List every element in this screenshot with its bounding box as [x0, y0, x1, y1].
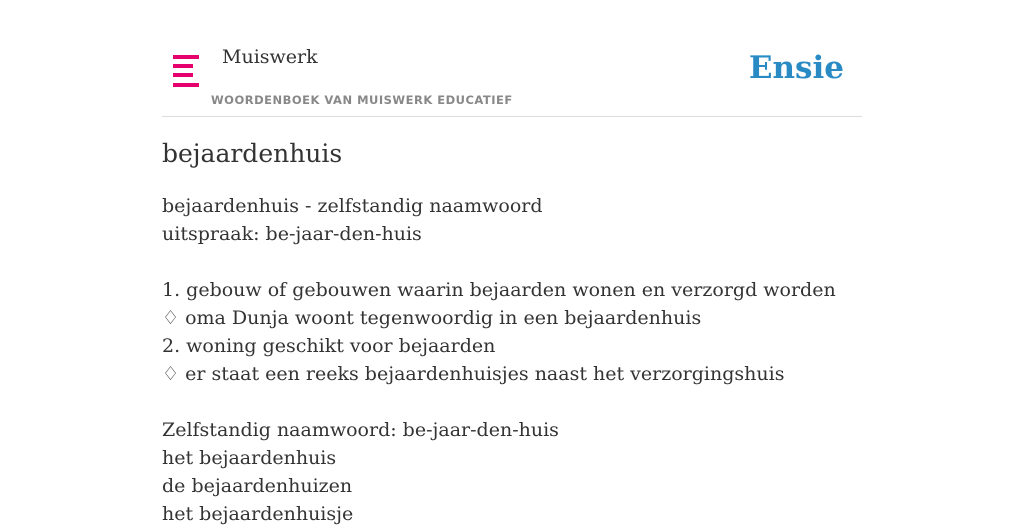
entry-line: 1. gebouw of gebouwen waarin bejaarden wonen en verzorgd worden [162, 279, 836, 301]
source-name-link[interactable]: Muiswerk [222, 46, 318, 68]
blank-line [162, 388, 862, 416]
ensie-brand-logo[interactable]: Ensie [748, 50, 844, 86]
muiswerk-logo-icon[interactable] [173, 55, 199, 87]
source-header [162, 0, 862, 117]
source-subtitle: WOORDENBOEK VAN MUISWERK EDUCATIEF [211, 93, 513, 107]
entry-line: ♢ er staat een reeks bejaardenhuisjes naast het verzorgingshuis [162, 363, 785, 385]
blank-line [162, 248, 862, 276]
entry-line: de bejaardenhuizen [162, 475, 353, 497]
entry-line: het bejaardenhuis [162, 447, 337, 469]
entry-line: 2. woning geschikt voor bejaarden [162, 335, 496, 357]
entry-line: uitspraak: be-jaar-den-huis [162, 223, 422, 245]
entry-line: ♢ oma Dunja woont tegenwoordig in een bejaardenhuis [162, 307, 702, 329]
entry-content [162, 192, 862, 528]
entry-line: het bejaardenhuisje [162, 503, 354, 525]
entry-title: bejaardenhuis [162, 139, 343, 168]
entry-line: bejaardenhuis - zelfstandig naamwoord [162, 195, 543, 217]
entry-line: Zelfstandig naamwoord: be-jaar-den-huis [162, 419, 559, 441]
